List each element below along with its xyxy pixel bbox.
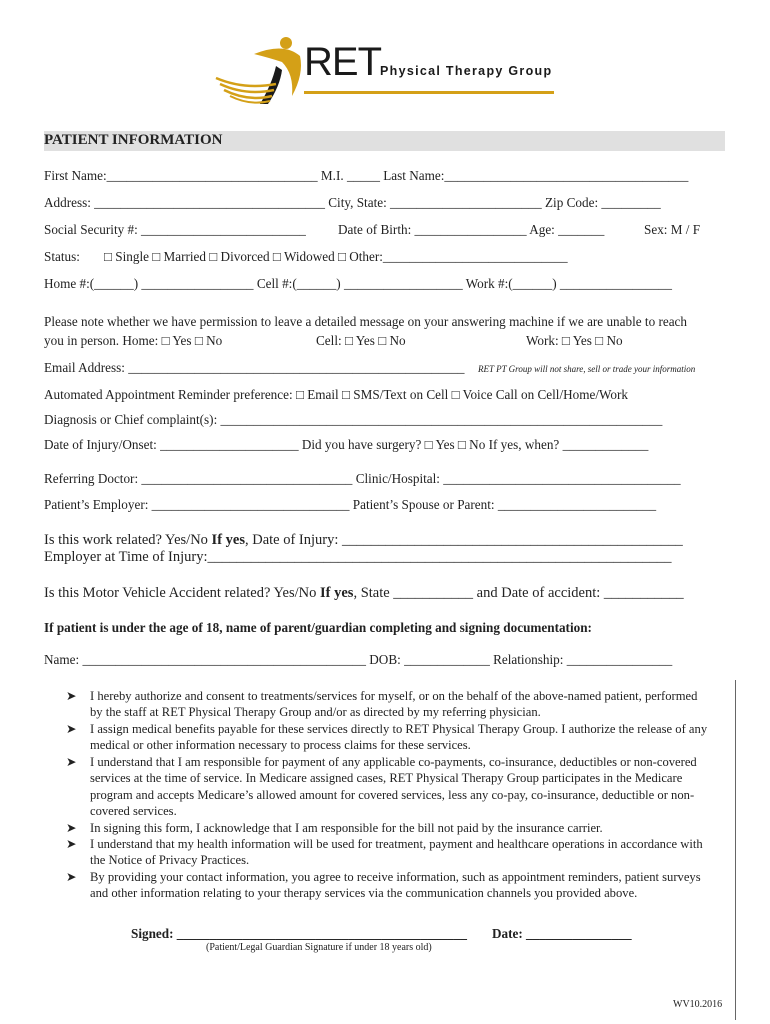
form-code: WV10.2016 [673, 999, 723, 1010]
permission-text: Please note whether we have permission to leave a detailed message on your answering machine if we are unable to reach [44, 314, 688, 329]
logo-underline [304, 91, 554, 94]
email-privacy-note: RET PT Group will not share, sell or trade your information [478, 364, 696, 374]
mva-row[interactable] [44, 585, 684, 602]
employer-row[interactable]: Patient’s Employer: ______________________________ Patient’s Spouse or Parent: ________________________ [44, 497, 657, 512]
logo [214, 34, 559, 106]
address-row[interactable]: Address: ___________________________________ City, State: _______________________ Zip Code: _________ [44, 195, 661, 210]
work-related-if-yes: If yes [211, 532, 245, 548]
logo-swoosh-icon [214, 34, 310, 106]
name-row[interactable]: First Name:________________________________ M.I. _____ Last Name:_____________________________________ [44, 168, 689, 183]
injury-surgery-row[interactable]: Date of Injury/Onset: _____________________ Did you have surgery? □ Yes □ No If yes, when? _____________ [44, 437, 649, 452]
minor-heading: If patient is under the age of 18, name of parent/guardian completing and signing documentation: [44, 620, 592, 635]
mva-state-date: , State ___________ and Date of accident: ___________ [353, 585, 684, 601]
ssn-field[interactable]: Social Security #: _________________________ [44, 222, 306, 237]
mva-question: Is this Motor Vehicle Accident related? Yes/No [44, 585, 320, 601]
arrow-bullet-icon: ➤ [66, 689, 77, 703]
status-label: Status: [44, 249, 80, 264]
arrow-bullet-icon: ➤ [66, 837, 77, 851]
arrow-bullet-icon: ➤ [66, 870, 77, 884]
arrow-bullet-icon: ➤ [66, 722, 77, 736]
sex-field[interactable]: Sex: M / F [644, 222, 701, 237]
signature-note: (Patient/Legal Guardian Signature if under 18 years old) [206, 942, 432, 953]
section-title: PATIENT INFORMATION [44, 132, 223, 148]
mva-if-yes: If yes [320, 585, 354, 601]
section-header [44, 131, 725, 151]
reminder-preference[interactable]: Automated Appointment Reminder preference: □ Email □ SMS/Text on Cell □ Voice Call on Cell/Home/Work [44, 387, 628, 402]
work-related-row[interactable] [44, 532, 683, 549]
signature-field[interactable]: Signed: ____________________________________________ [131, 926, 467, 941]
arrow-bullet-icon: ➤ [66, 755, 77, 769]
phone-row[interactable]: Home #:(______) _________________ Cell #:(______) __________________ Work #:(______) _________________ [44, 276, 672, 291]
permission-home[interactable]: you in person. Home: □ Yes □ No [44, 333, 223, 348]
status-options[interactable]: □ Single □ Married □ Divorced □ Widowed □ Other:____________________________ [104, 249, 568, 264]
arrow-bullet-icon: ➤ [66, 821, 77, 835]
permission-cell[interactable]: Cell: □ Yes □ No [316, 333, 406, 348]
signature-date-field[interactable]: Date: ________________ [492, 926, 632, 941]
dob-age-field[interactable]: Date of Birth: _________________ Age: _______ [338, 222, 605, 237]
referring-row[interactable]: Referring Doctor: ________________________________ Clinic/Hospital: ____________________________________ [44, 471, 681, 486]
employer-time-field[interactable]: Employer at Time of Injury:________________________________________________________________ [44, 549, 672, 565]
margin-rule [735, 680, 736, 1020]
guardian-row[interactable]: Name: ___________________________________________ DOB: _____________ Relationship: ________________ [44, 652, 673, 667]
permission-work[interactable]: Work: □ Yes □ No [526, 333, 623, 348]
diagnosis-field[interactable]: Diagnosis or Chief complaint(s): ___________________________________________________________________ [44, 412, 663, 427]
email-field[interactable]: Email Address: ___________________________________________________ [44, 360, 465, 375]
work-related-date: , Date of Injury: _______________________________________________ [244, 532, 683, 548]
logo-name: RET [304, 40, 381, 84]
work-related-question: Is this work related? Yes/No [44, 532, 212, 548]
logo-tagline: Physical Therapy Group [380, 64, 553, 78]
